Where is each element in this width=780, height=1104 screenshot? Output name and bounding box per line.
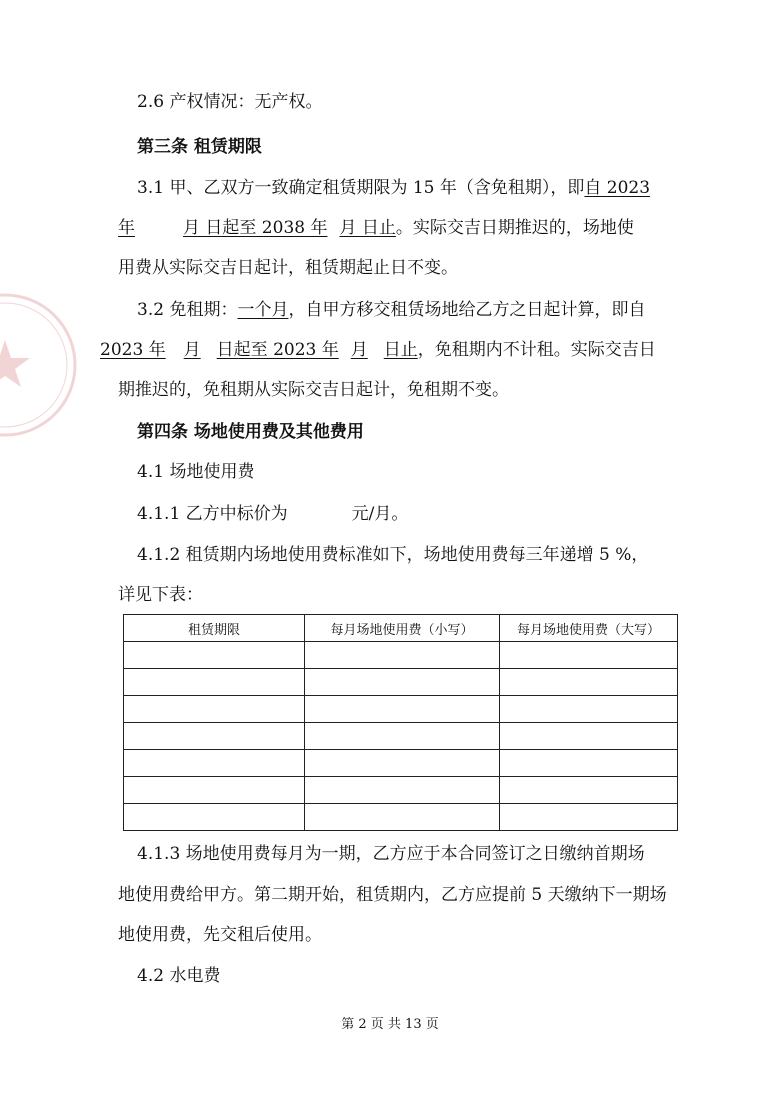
clause-3-2-line2: 2023 年 月 日起至 2023 年 月 日止，免租期内不计租。实际交吉日 [100, 340, 656, 360]
table-cell [305, 750, 500, 777]
table-cell [305, 777, 500, 804]
table-cell [305, 642, 500, 669]
table-cell [500, 804, 678, 831]
table-cell [124, 723, 305, 750]
table-cell [305, 669, 500, 696]
fee-schedule-table [123, 614, 678, 831]
table-cell [500, 777, 678, 804]
clause-2-6: 2.6 产权情况：无产权。 [137, 92, 323, 112]
table-cell [500, 642, 678, 669]
table-row [124, 696, 678, 723]
table-row [124, 804, 678, 831]
table-cell [124, 777, 305, 804]
clause-3-1-line3: 用费从实际交吉日起计，租赁期起止日不变。 [118, 258, 458, 278]
clause-4-1: 4.1 场地使用费 [137, 462, 255, 482]
table-cell [500, 750, 678, 777]
section-heading-article-4: 第四条 场地使用费及其他费用 [137, 422, 364, 442]
column-header-monthly-fee-numeric: 每月场地使用费（小写） [305, 615, 500, 642]
table-header-row [124, 615, 678, 642]
table-row [124, 723, 678, 750]
table-cell [124, 642, 305, 669]
clause-3-2-line3: 期推迟的，免租期从实际交吉日起计，免租期不变。 [118, 380, 509, 400]
table-row [124, 642, 678, 669]
clause-4-1-1: 4.1.1 乙方中标价为 元/月。 [137, 504, 409, 524]
section-heading-article-3: 第三条 租赁期限 [137, 137, 262, 157]
table-row [124, 777, 678, 804]
clause-4-1-2-line1: 4.1.2 租赁期内场地使用费标准如下，场地使用费每三年递增 5 %， [137, 545, 649, 565]
clause-3-1-line2: 年 月 日起至 2038 年 月 日止。实际交吉日期推迟的，场地使 [118, 218, 634, 238]
clause-4-1-2-line2: 详见下表： [118, 585, 203, 605]
clause-3-1-line1: 3.1 甲、乙双方一致确定租赁期限为 15 年（含免租期），即自 2023 [137, 178, 651, 198]
page-number-footer: 第 2 页 共 13 页 [341, 1017, 439, 1032]
table-cell [305, 696, 500, 723]
table-cell [500, 723, 678, 750]
table-cell [500, 669, 678, 696]
table-cell [124, 696, 305, 723]
column-header-monthly-fee-written: 每月场地使用费（大写） [500, 615, 678, 642]
table-cell [305, 804, 500, 831]
table-cell [500, 696, 678, 723]
table-cell [305, 723, 500, 750]
table-cell [124, 804, 305, 831]
clause-4-1-3-line2: 地使用费给甲方。第二期开始，租赁期内，乙方应提前 5 天缴纳下一期场 [118, 885, 667, 905]
clause-4-1-3-line1: 4.1.3 场地使用费每月为一期，乙方应于本合同签订之日缴纳首期场 [137, 844, 645, 864]
clause-4-2: 4.2 水电费 [137, 966, 221, 986]
table-cell [124, 669, 305, 696]
table-row [124, 750, 678, 777]
table-row [124, 669, 678, 696]
clause-3-2-line1: 3.2 免租期：一个月，自甲方移交租赁场地给乙方之日起计算，即自 [137, 300, 646, 320]
official-seal-stamp [0, 290, 80, 440]
table-cell [124, 750, 305, 777]
clause-4-1-3-line3: 地使用费，先交租后使用。 [118, 925, 322, 945]
column-header-lease-period: 租赁期限 [124, 615, 305, 642]
